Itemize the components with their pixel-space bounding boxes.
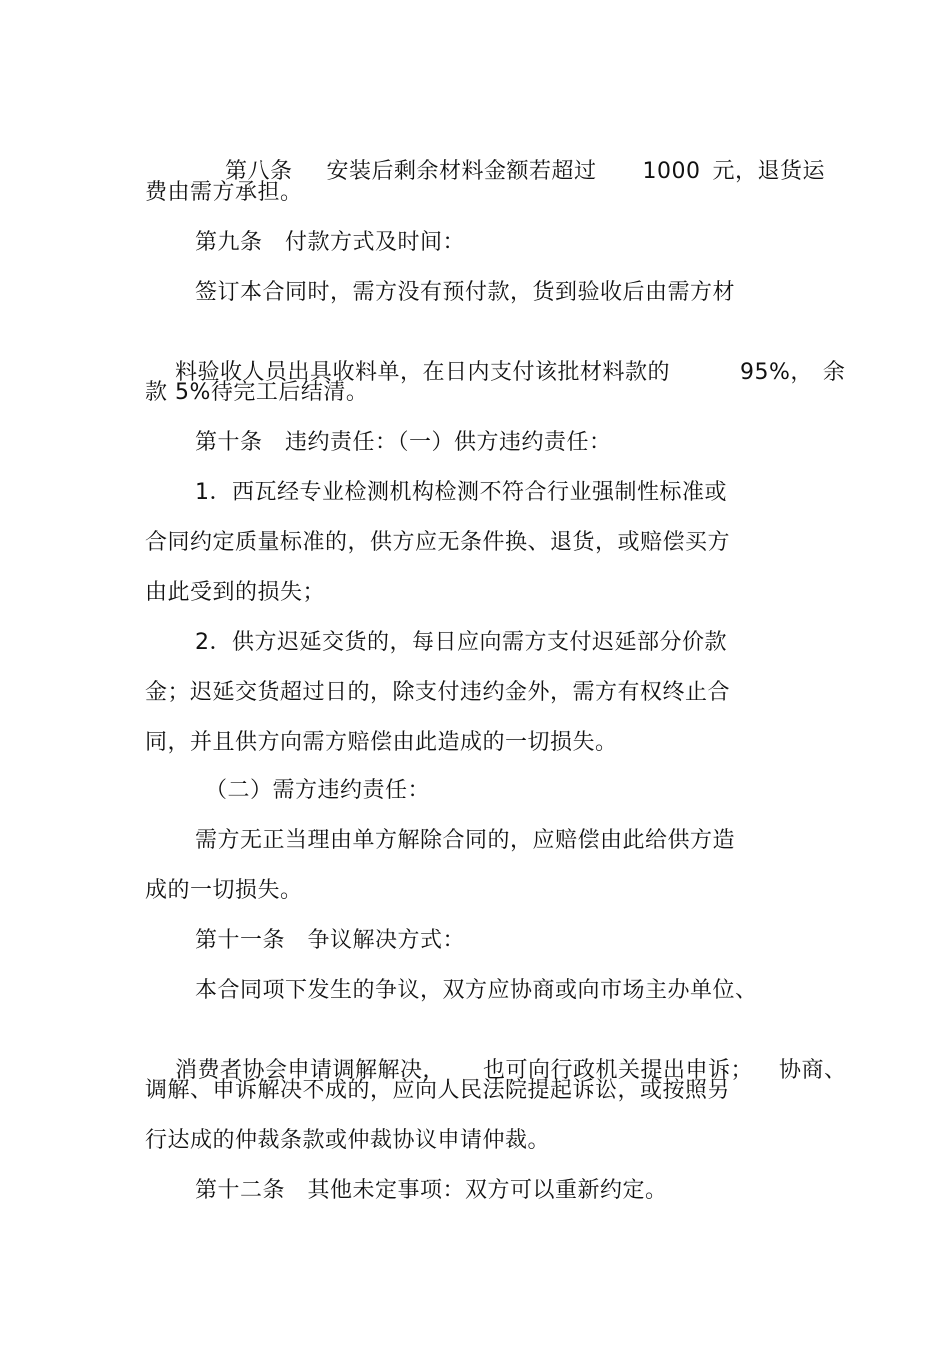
- article-10-item-2-line-3: 同，并且供方向需方赔偿由此造成的一切损失。: [145, 730, 618, 755]
- article-12: 第十二条 其他未定事项：双方可以重新约定。: [195, 1178, 668, 1203]
- article-11-line-4: 行达成的仲裁条款或仲裁协议申请仲裁。: [145, 1128, 551, 1153]
- article-10-item-2-line-1: 2．供方迟延交货的，每日应向需方支付迟延部分价款: [195, 630, 727, 655]
- article-11-line-2-part-3: 协商、: [779, 1058, 847, 1083]
- article-9-percent: 95%，: [740, 360, 813, 385]
- article-10-title: 第十条 违约责任：（一）供方违约责任：: [195, 430, 612, 455]
- article-9-line-3: 款 5%待完工后结清。: [145, 380, 369, 405]
- article-10-item-1-line-2: 合同约定质量标准的，供方应无条件换、退货，或赔偿买方: [145, 530, 731, 555]
- article-11-line-1: 本合同项下发生的争议，双方应协商或向市场主办单位、: [195, 978, 758, 1003]
- article-8-label: 第八条: [224, 159, 293, 184]
- article-8-amount: 1000: [642, 159, 701, 184]
- article-10-section-b-title: （二）需方违约责任：: [205, 778, 431, 803]
- article-10-item-2-line-2: 金；迟延交货超过日的，除支付违约金外，需方有权终止合: [145, 680, 731, 705]
- article-11-title: 第十一条 争议解决方式：: [195, 928, 466, 953]
- article-10-item-1-line-3: 由此受到的损失；: [145, 580, 326, 605]
- article-9-line-2-text: 料验收人员出具收料单，在日内支付该批材料款的: [174, 360, 670, 385]
- article-8-line-2: 费由需方承担。: [145, 180, 303, 205]
- article-8-text-2: 元，退货运: [712, 159, 826, 184]
- article-8-text-1: 安装后剩余材料金额若超过: [326, 159, 597, 184]
- article-10-section-b-line-1: 需方无正当理由单方解除合同的，应赔偿由此给供方造: [195, 828, 736, 853]
- article-11-line-2-part-1: 消费者协会申请调解解决，: [174, 1058, 445, 1083]
- article-10-item-1-line-1: 1．西瓦经专业检测机构检测不符合行业强制性标准或: [195, 480, 727, 505]
- article-11-line-3: 调解、申诉解决不成的，应向人民法院提起诉讼，或按照另: [145, 1078, 731, 1103]
- article-9-line-2-end: 余: [822, 360, 846, 385]
- article-10-section-b-line-2: 成的一切损失。: [145, 878, 303, 903]
- article-9-line-1: 签订本合同时，需方没有预付款，货到验收后由需方材: [195, 280, 736, 305]
- article-9-title: 第九条 付款方式及时间：: [195, 230, 466, 255]
- article-11-line-2-part-2: 也可向行政机关提出申诉；: [483, 1058, 754, 1083]
